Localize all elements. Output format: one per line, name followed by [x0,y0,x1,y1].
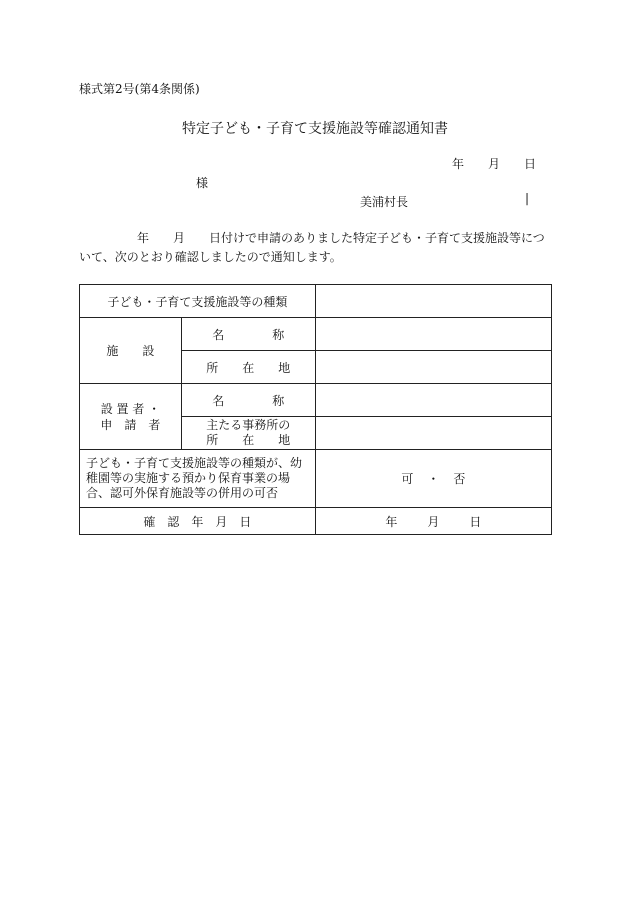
confirm-year-label: 年 [385,514,398,529]
date-month-label: 月 [488,157,501,171]
confirmation-table [79,284,552,535]
facility-name-value[interactable] [315,318,551,351]
confirm-date-label: 確 認 年 月 日 [80,508,316,535]
notice-body [79,229,554,267]
possible-option[interactable]: 可 [401,472,414,486]
document-title: 特定子ども・子育て支援施設等確認通知書 [182,121,448,137]
facility-name-label: 名 称 [181,318,315,351]
combined-use-value[interactable] [315,450,551,508]
applicant-label-cell [80,384,182,450]
applicant-label-line-2: 申 請 者 [100,417,161,432]
notice-date [452,155,536,172]
office-location-label [181,417,315,450]
table-row [80,285,552,318]
facility-label-cell: 施 設 [80,318,182,384]
office-label-line-2: 所 在 地 [206,433,291,447]
not-possible-option[interactable]: 否 [453,472,466,486]
date-day-label: 日 [524,157,537,171]
office-location-value[interactable] [315,417,551,450]
addressee-suffix: 様 [196,176,209,190]
table-row [80,508,552,535]
facility-location-value[interactable] [315,351,551,384]
issuer-name: 美浦村長 [360,195,409,209]
office-label-line-1: 主たる事務所の [206,418,291,432]
body-text: 日付けで申請のありました特定子ども・子育て支援施設等について、次のとおり確認しましたので通知します。 [79,231,545,264]
type-value-cell[interactable] [315,285,551,318]
combined-use-label: 子ども・子育て支援施設等の種類が、幼稚園等の実施する預かり保育事業の場合、認可外保育施設等の併用の可否 [80,450,316,508]
seal-mark: | [525,191,530,205]
option-separator: ・ [427,472,440,486]
body-year-label: 年 [137,231,150,245]
applicant-name-label: 名 称 [181,384,315,417]
confirm-month-label: 月 [427,514,440,529]
form-number: 様式第2号(第4条関係) [79,82,200,96]
type-label-cell: 子ども・子育て支援施設等の種類 [80,285,316,318]
facility-location-label: 所 在 地 [181,351,315,384]
table-row [80,318,552,351]
confirm-day-label: 日 [469,514,482,529]
date-year-label: 年 [452,157,465,171]
table-row [80,450,552,508]
confirm-date-value[interactable] [315,508,551,535]
table-row [80,384,552,417]
applicant-name-value[interactable] [315,384,551,417]
applicant-label-line-1: 設 置 者 ・ [100,401,161,416]
body-month-label: 月 [173,231,186,245]
